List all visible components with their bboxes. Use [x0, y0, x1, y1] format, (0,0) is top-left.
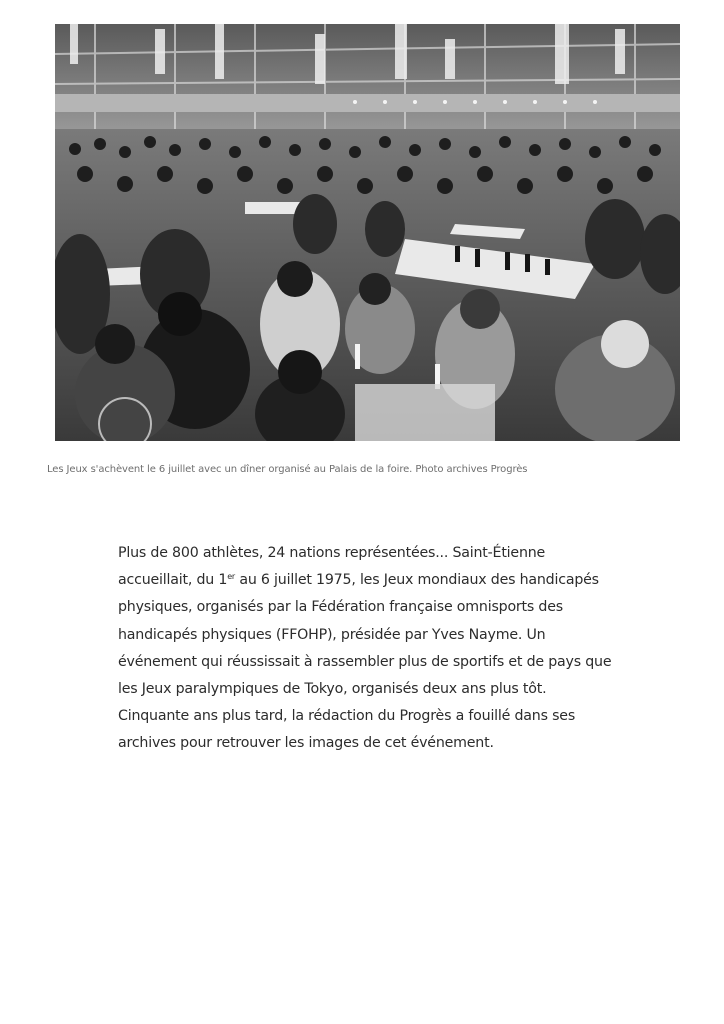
article-text-part1: Plus de 800 athlètes, 24 nations représentées... Saint-Étienne accueillait, du 1 [118, 545, 546, 589]
banquet-hall-photo [55, 24, 680, 441]
banquet-photo-illustration [55, 24, 680, 441]
article-body [118, 540, 618, 758]
photo-caption: Les Jeux s'achèvent le 6 juillet avec un dîner organisé au Palais de la foire. Photo archives Progrès [47, 464, 528, 475]
article-text-part2: au 6 juillet 1975, les Jeux mondiaux des handicapés physiques, organisés par la Fédération française omnisports des handicapés physiques (FFOHP), présidée par Yves Nayme. Un événement qui réussissait à rassembler plus de sportifs et de pays que les Jeux paralympiques de Tokyo, organisés deux ans plus tôt. Cinquante ans plus tard, la rédaction du Progrès a fouillé dans ses archives pour retrouver les images de cet événement. [118, 572, 612, 752]
article-superscript: er [227, 572, 236, 582]
